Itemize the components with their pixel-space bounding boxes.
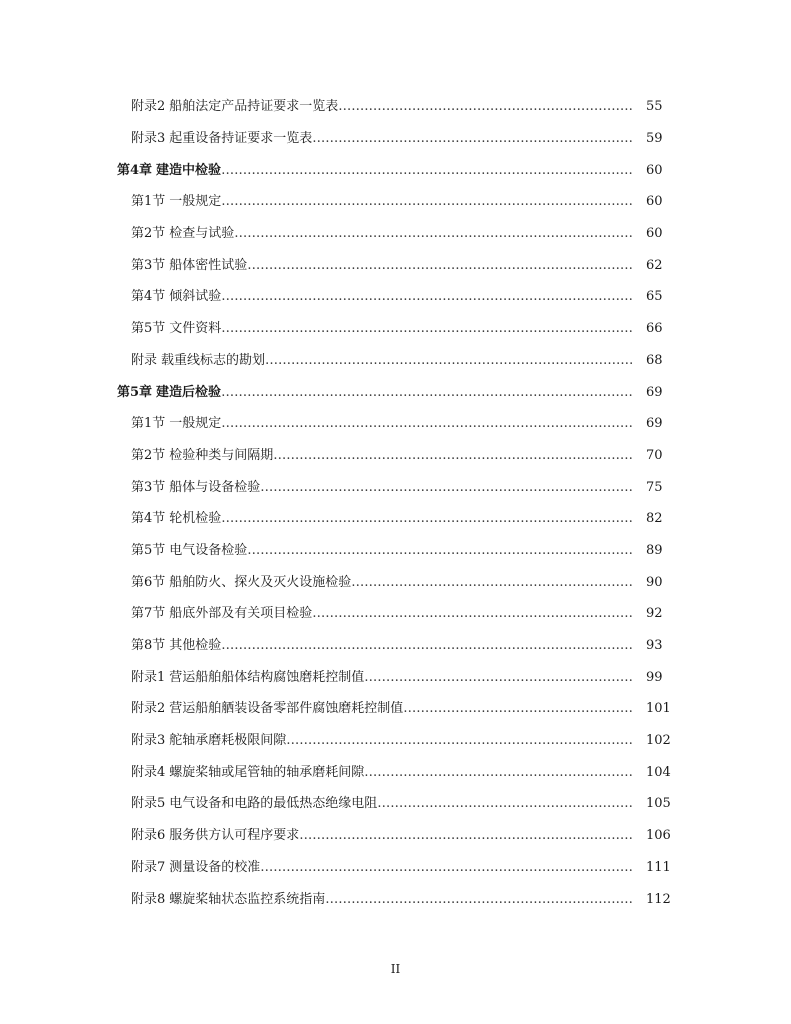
toc-page-number: 99 — [646, 669, 663, 685]
toc-entry-text — [131, 259, 247, 272]
toc-entry-row[interactable] — [0, 566, 791, 598]
table-of-contents — [0, 91, 791, 915]
toc-entry-label: 第6节 — [131, 574, 166, 590]
toc-entry-title: 检验种类与间隔期 — [169, 447, 274, 463]
toc-entry-row[interactable] — [0, 186, 791, 218]
toc-page-number: 106 — [646, 828, 671, 844]
toc-entry-label: 第3节 — [131, 257, 166, 273]
toc-page-number: 60 — [646, 194, 663, 210]
toc-page-number: 59 — [646, 131, 663, 147]
toc-leader-dots — [273, 449, 634, 462]
toc-entry-title: 舵轴承磨耗极限间隙 — [169, 733, 287, 749]
toc-entry-row[interactable] — [0, 852, 791, 884]
toc-entry-row[interactable] — [0, 408, 791, 440]
toc-entry-text — [131, 132, 312, 145]
toc-leader-dots — [265, 354, 634, 367]
toc-page-number: 60 — [646, 226, 663, 242]
toc-entry-label: 第2节 — [131, 447, 166, 463]
toc-leader-dots — [221, 290, 634, 303]
toc-entry-label: 附录7 — [131, 859, 166, 875]
toc-entry-label: 附录4 — [131, 764, 166, 780]
toc-entry-label: 附录6 — [131, 828, 166, 844]
toc-page-number: 66 — [646, 321, 663, 337]
toc-entry-title: 建造后检验 — [156, 384, 222, 400]
toc-entry-text — [131, 449, 273, 462]
toc-entry-text — [131, 354, 265, 367]
toc-page-number: 104 — [646, 764, 671, 780]
toc-entry-title: 一般规定 — [169, 416, 222, 432]
toc-entry-text — [131, 861, 260, 874]
toc-entry-title: 起重设备持证要求一览表 — [169, 131, 313, 147]
toc-entry-label: 附录2 — [131, 701, 166, 717]
toc-entry-label: 附录 — [131, 352, 158, 368]
toc-entry-title: 营运船舶船体结构腐蚀磨耗控制值 — [169, 669, 365, 685]
toc-page-number: 105 — [646, 796, 671, 812]
page-number: II — [390, 962, 401, 976]
toc-page-number: 101 — [646, 701, 671, 717]
toc-leader-dots — [234, 227, 634, 240]
toc-entry-text — [131, 576, 351, 589]
toc-entry-title: 船舶法定产品持证要求一览表 — [169, 99, 339, 115]
toc-entry-title: 船底外部及有关项目检验 — [169, 606, 313, 622]
toc-entry-text — [131, 829, 299, 842]
toc-leader-dots — [286, 734, 634, 747]
toc-entry-row[interactable] — [0, 630, 791, 662]
toc-entry-text — [131, 195, 221, 208]
toc-leader-dots — [221, 512, 634, 525]
toc-leader-dots — [221, 386, 634, 399]
toc-page-number: 65 — [646, 289, 663, 305]
toc-entry-text — [131, 797, 377, 810]
toc-entry-row[interactable] — [0, 345, 791, 377]
toc-page-number: 89 — [646, 542, 663, 558]
toc-entry-row[interactable] — [0, 123, 791, 155]
toc-leader-dots — [221, 195, 634, 208]
toc-entry-title: 服务供方认可程序要求 — [169, 828, 300, 844]
toc-entry-text — [131, 544, 247, 557]
toc-entry-label: 附录2 — [131, 99, 166, 115]
toc-leader-dots — [247, 544, 634, 557]
toc-entry-row[interactable] — [0, 883, 791, 915]
toc-entry-text — [131, 893, 325, 906]
toc-page-number: 82 — [646, 511, 663, 527]
toc-page-number: 70 — [646, 447, 663, 463]
toc-page-number: 102 — [646, 733, 671, 749]
toc-leader-dots — [325, 893, 634, 906]
toc-entry-text — [131, 766, 364, 779]
toc-entry-title: 检查与试验 — [169, 226, 235, 242]
toc-entry-label: 第7节 — [131, 606, 166, 622]
toc-entry-label: 附录3 — [131, 131, 166, 147]
toc-entry-label: 附录5 — [131, 796, 166, 812]
toc-entry-label: 第2节 — [131, 226, 166, 242]
toc-leader-dots — [338, 100, 634, 113]
toc-leader-dots — [299, 829, 634, 842]
toc-entry-row[interactable] — [0, 788, 791, 820]
toc-entry-text — [131, 671, 364, 684]
toc-leader-dots — [364, 766, 634, 779]
toc-chapter-row[interactable] — [0, 376, 791, 408]
toc-entry-title: 载重线标志的勘划 — [161, 352, 266, 368]
toc-leader-dots — [221, 417, 634, 430]
toc-page-number: 111 — [646, 859, 671, 875]
toc-page-number: 69 — [646, 416, 663, 432]
toc-entry-text — [131, 481, 260, 494]
toc-entry-title: 测量设备的校准 — [169, 859, 261, 875]
toc-entry-text — [131, 227, 234, 240]
toc-leader-dots — [351, 576, 634, 589]
toc-entry-label: 第1节 — [131, 194, 166, 210]
toc-page-number: 92 — [646, 606, 663, 622]
toc-entry-label: 第5节 — [131, 542, 166, 558]
toc-entry-title: 倾斜试验 — [169, 289, 222, 305]
toc-entry-row[interactable] — [0, 820, 791, 852]
toc-entry-row[interactable] — [0, 535, 791, 567]
toc-entry-text — [131, 702, 403, 715]
toc-entry-row[interactable] — [0, 91, 791, 123]
toc-entry-text — [131, 639, 221, 652]
toc-leader-dots — [221, 164, 634, 177]
toc-entry-title: 电气设备和电路的最低热态绝缘电阻 — [169, 796, 378, 812]
toc-entry-title: 船体密性试验 — [169, 257, 248, 273]
toc-page-number: 90 — [646, 574, 663, 590]
toc-entry-text — [131, 512, 221, 525]
toc-page-number: 75 — [646, 479, 663, 495]
toc-entry-text — [131, 100, 338, 113]
toc-entry-label: 第4节 — [131, 289, 166, 305]
toc-entry-row[interactable] — [0, 693, 791, 725]
toc-entry-title: 文件资料 — [169, 321, 222, 337]
toc-entry-title: 螺旋桨轴状态监控系统指南 — [169, 891, 326, 907]
toc-entry-label: 第4章 — [117, 162, 153, 178]
toc-leader-dots — [403, 702, 634, 715]
toc-entry-row[interactable] — [0, 471, 791, 503]
toc-entry-text — [131, 322, 221, 335]
toc-entry-label: 第8节 — [131, 638, 166, 654]
toc-entry-label: 第4节 — [131, 511, 166, 527]
toc-page-number: 68 — [646, 352, 663, 368]
toc-entry-text — [131, 290, 221, 303]
toc-entry-title: 建造中检验 — [156, 162, 222, 178]
toc-page-number: 55 — [646, 99, 663, 115]
toc-page-number: 69 — [646, 384, 663, 400]
toc-entry-title: 螺旋桨轴或尾管轴的轴承磨耗间隙 — [169, 764, 365, 780]
toc-entry-label: 附录8 — [131, 891, 166, 907]
toc-entry-title: 电气设备检验 — [169, 542, 248, 558]
toc-entry-text — [131, 734, 286, 747]
toc-leader-dots — [312, 132, 634, 145]
toc-entry-text — [117, 164, 221, 177]
toc-leader-dots — [260, 861, 634, 874]
toc-leader-dots — [377, 797, 634, 810]
toc-leader-dots — [364, 671, 634, 684]
toc-entry-label: 附录1 — [131, 669, 166, 685]
toc-entry-row[interactable] — [0, 281, 791, 313]
toc-entry-label: 第3节 — [131, 479, 166, 495]
toc-leader-dots — [260, 481, 634, 494]
toc-entry-title: 营运船舶舾装设备零部件腐蚀磨耗控制值 — [169, 701, 404, 717]
toc-entry-row[interactable] — [0, 313, 791, 345]
toc-leader-dots — [221, 322, 634, 335]
toc-leader-dots — [221, 639, 634, 652]
toc-entry-label: 第5节 — [131, 321, 166, 337]
toc-page-number: 93 — [646, 638, 663, 654]
toc-page-number: 112 — [646, 891, 671, 907]
toc-entry-title: 其他检验 — [169, 638, 222, 654]
toc-chapter-row[interactable] — [0, 154, 791, 186]
toc-entry-label: 第1节 — [131, 416, 166, 432]
toc-page-number: 62 — [646, 257, 663, 273]
toc-entry-text — [131, 417, 221, 430]
toc-entry-label: 附录3 — [131, 733, 166, 749]
toc-entry-title: 一般规定 — [169, 194, 222, 210]
toc-leader-dots — [312, 607, 634, 620]
toc-entry-title: 轮机检验 — [169, 511, 222, 527]
toc-entry-label: 第5章 — [117, 384, 153, 400]
toc-entry-text — [117, 386, 221, 399]
toc-entry-text — [131, 607, 312, 620]
toc-entry-row[interactable] — [0, 503, 791, 535]
toc-entry-row[interactable] — [0, 598, 791, 630]
toc-entry-row[interactable] — [0, 249, 791, 281]
toc-page-number: 60 — [646, 162, 663, 178]
toc-entry-title: 船体与设备检验 — [169, 479, 261, 495]
toc-entry-title: 船舶防火、探火及灭火设施检验 — [169, 574, 352, 590]
toc-entry-row[interactable] — [0, 218, 791, 250]
toc-entry-row[interactable] — [0, 756, 791, 788]
toc-entry-row[interactable] — [0, 440, 791, 472]
toc-entry-row[interactable] — [0, 661, 791, 693]
toc-entry-row[interactable] — [0, 725, 791, 757]
toc-leader-dots — [247, 259, 634, 272]
